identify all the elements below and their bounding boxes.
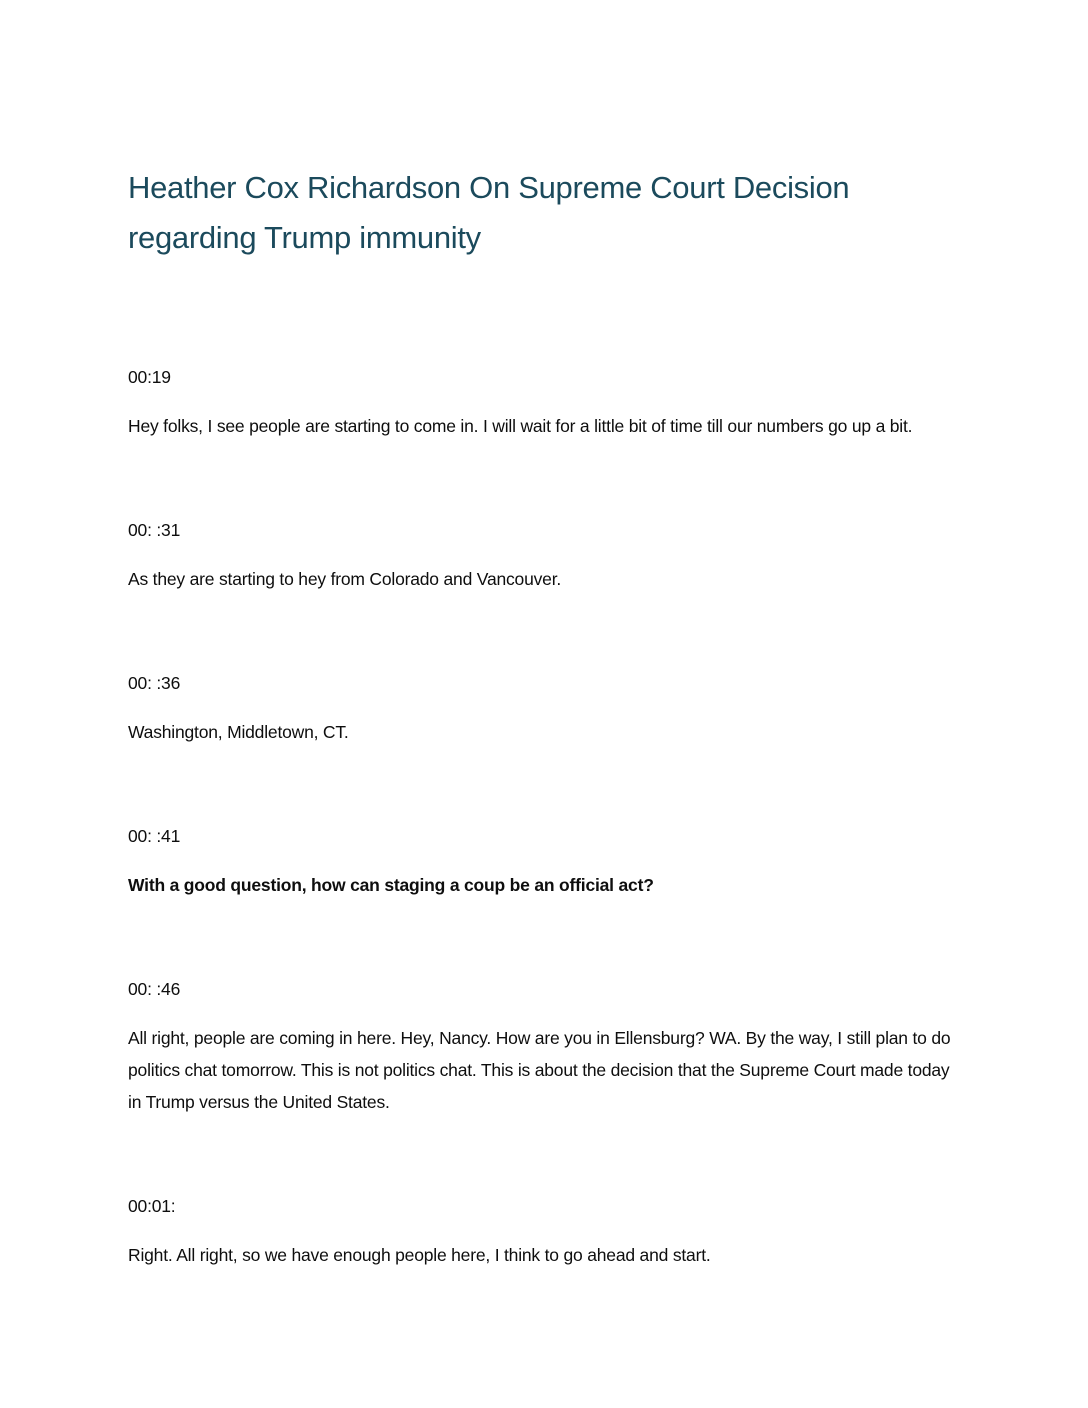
transcript-entry (128, 979, 960, 1118)
transcript-text: With a good question, how can staging a coup be an official act? (128, 875, 654, 895)
timestamp: 00: :36 (128, 673, 181, 693)
timestamp: 00:01: (128, 1196, 176, 1216)
timestamp: 00: :41 (128, 826, 181, 846)
transcript-text: Hey folks, I see people are starting to come in. I will wait for a little bit of time till our numbers go up a bit. (128, 416, 913, 436)
transcript-entry (128, 367, 960, 442)
transcript-text: All right, people are coming in here. Hey, Nancy. How are you in Ellensburg? WA. By the way, I still plan to do politics chat tomorrow. This is not politics chat. This is about the decision that the Supreme Court made today in Trump versus the United States. (128, 1028, 951, 1112)
transcript-text: As they are starting to hey from Colorado and Vancouver. (128, 569, 562, 589)
transcript (128, 367, 960, 1271)
transcript-entry (128, 673, 960, 748)
transcript-text: Right. All right, so we have enough people here, I think to go ahead and start. (128, 1245, 711, 1265)
page-title: Heather Cox Richardson On Supreme Court Decision regarding Trump immunity (128, 170, 850, 255)
timestamp: 00: :31 (128, 520, 181, 540)
transcript-text: Washington, Middletown, CT. (128, 722, 349, 742)
transcript-entry (128, 520, 960, 595)
transcript-entry (128, 826, 960, 901)
timestamp: 00:19 (128, 367, 171, 387)
timestamp: 00: :46 (128, 979, 181, 999)
transcript-entry (128, 1196, 960, 1271)
